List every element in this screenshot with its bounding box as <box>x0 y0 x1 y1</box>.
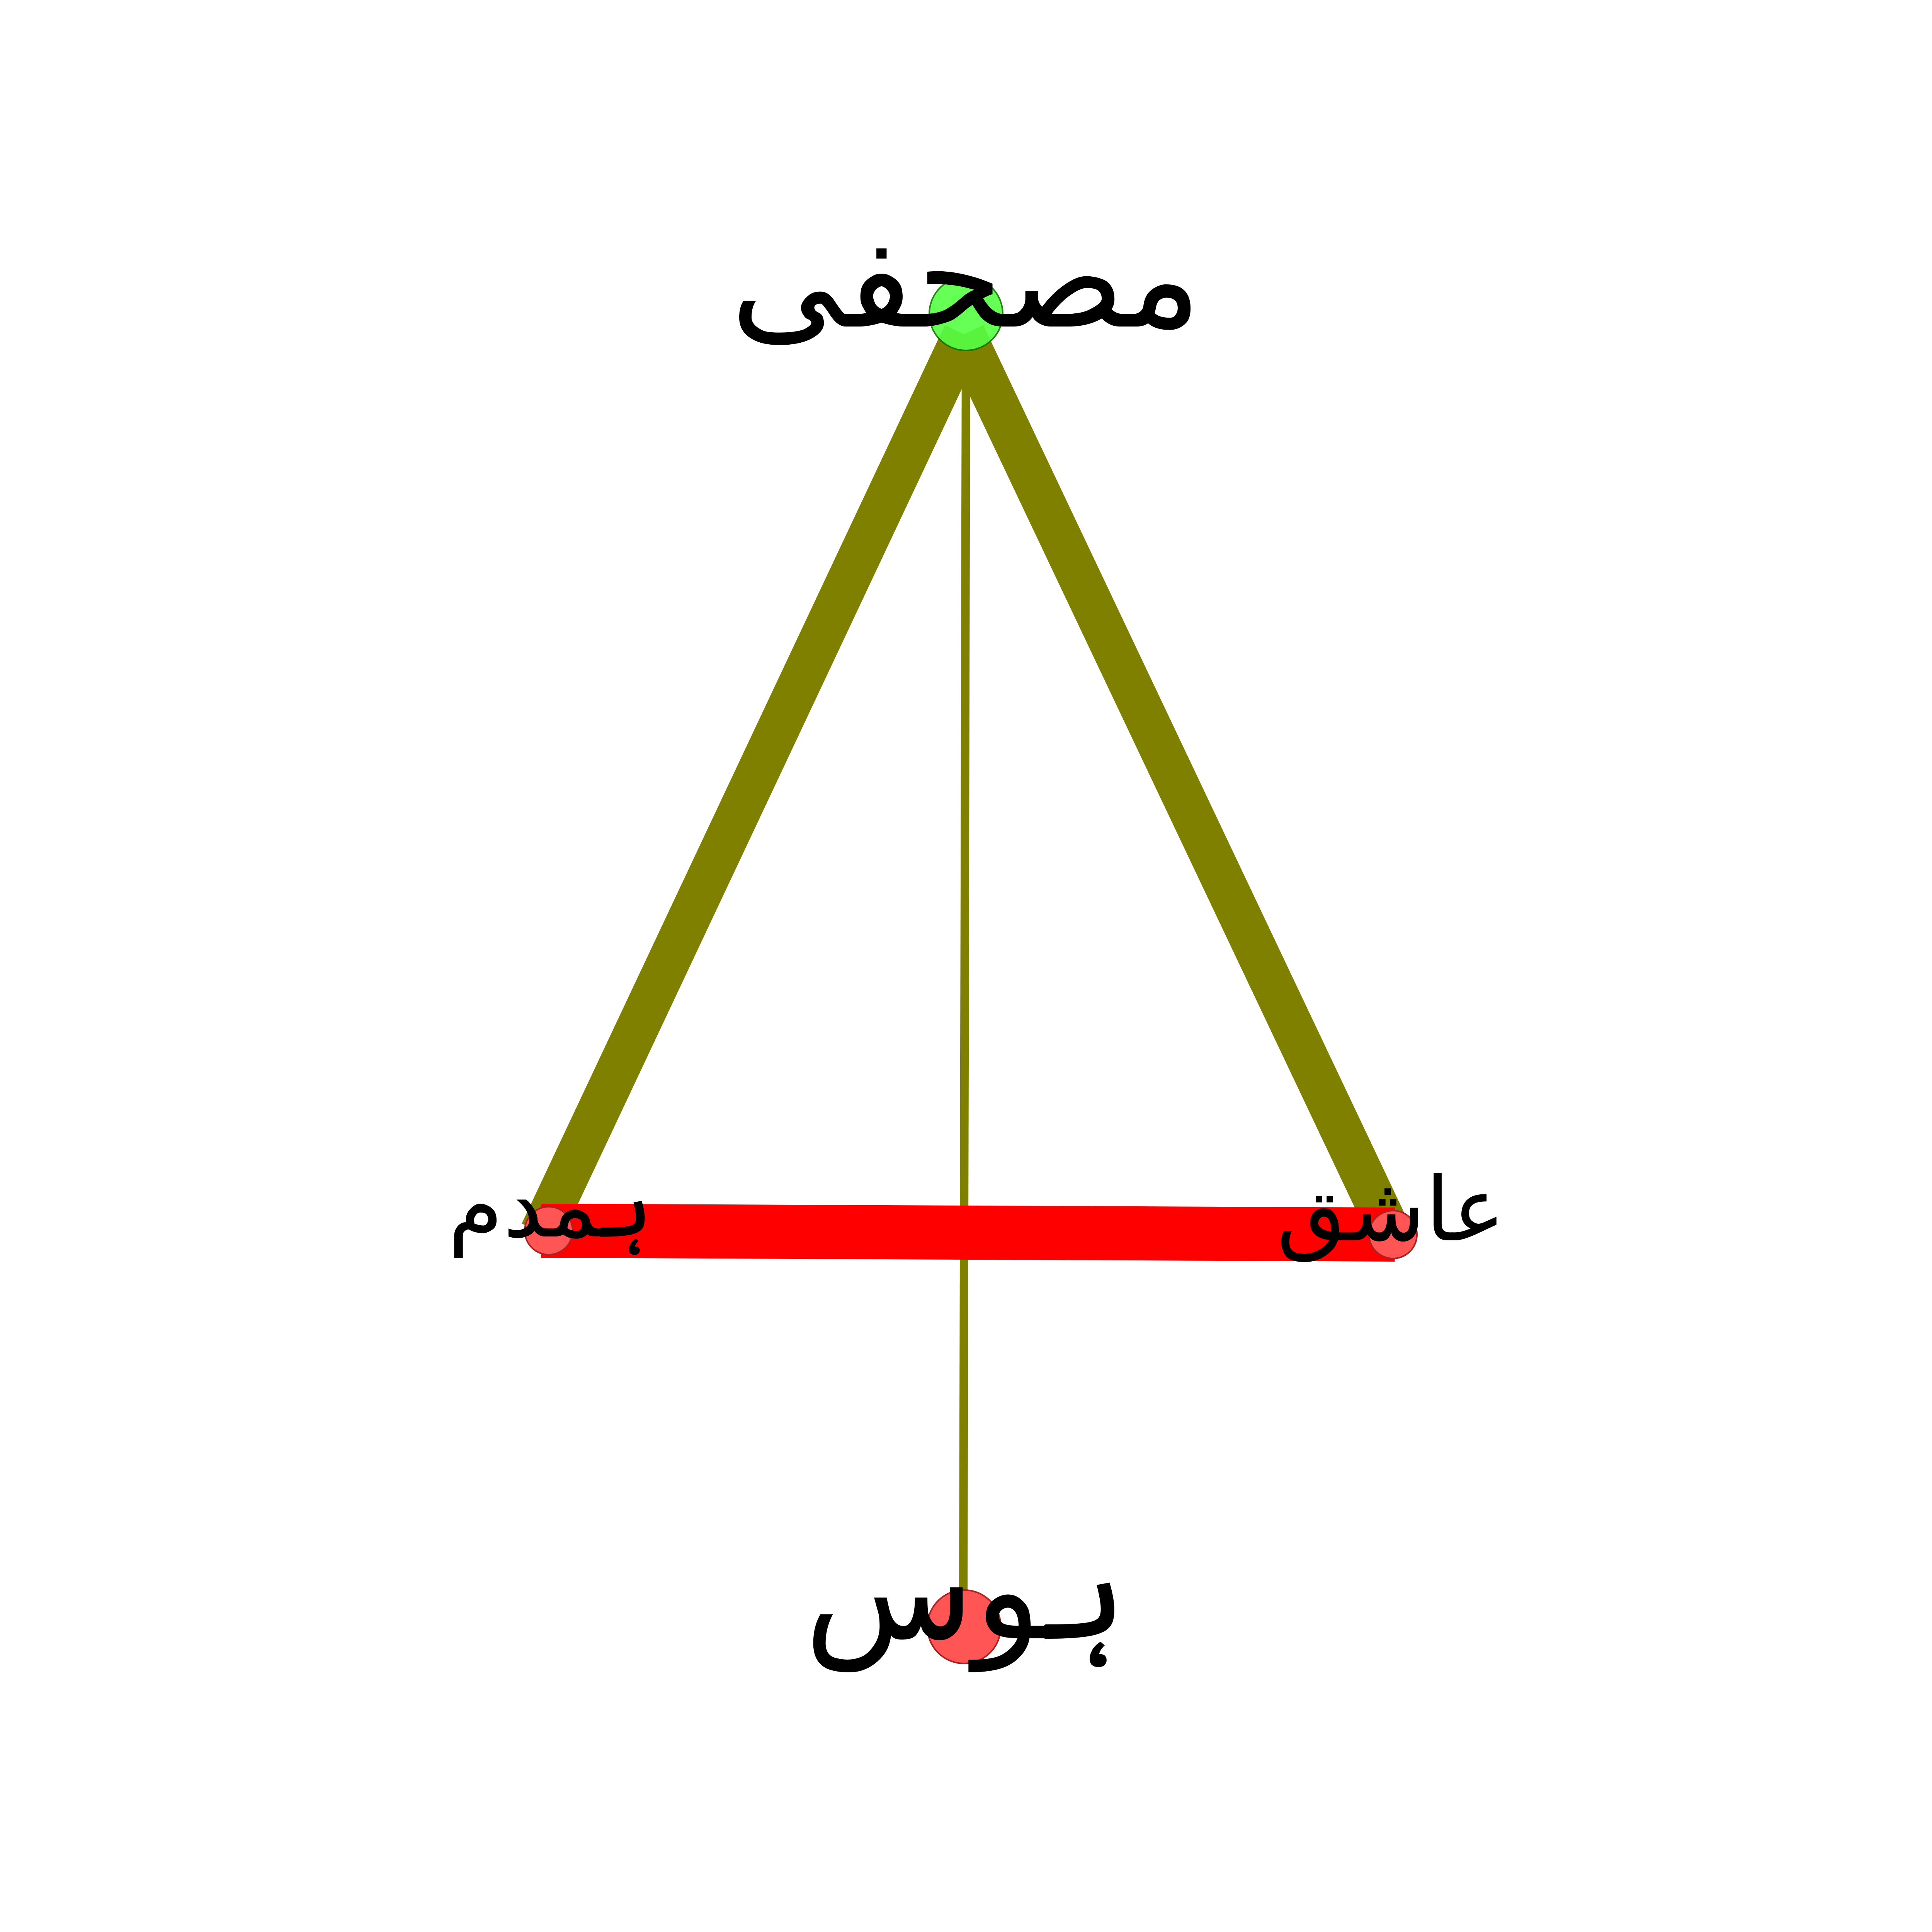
node-right <box>1277 1158 1505 1262</box>
node-right-label: عاشق <box>1277 1158 1505 1262</box>
edge-top-to-left <box>541 334 964 1233</box>
node-left-label: ہمدم <box>448 1155 653 1258</box>
node-bottom <box>804 1509 1128 1673</box>
edge-top-to-bottom <box>963 338 966 1604</box>
node-left <box>448 1155 653 1258</box>
edge-left-to-right <box>541 1231 1395 1235</box>
node-bottom-label: ہوس <box>804 1509 1128 1671</box>
node-top-label: مصحفی <box>730 197 1202 359</box>
node-top <box>730 197 1202 359</box>
edge-top-to-right <box>964 334 1391 1235</box>
